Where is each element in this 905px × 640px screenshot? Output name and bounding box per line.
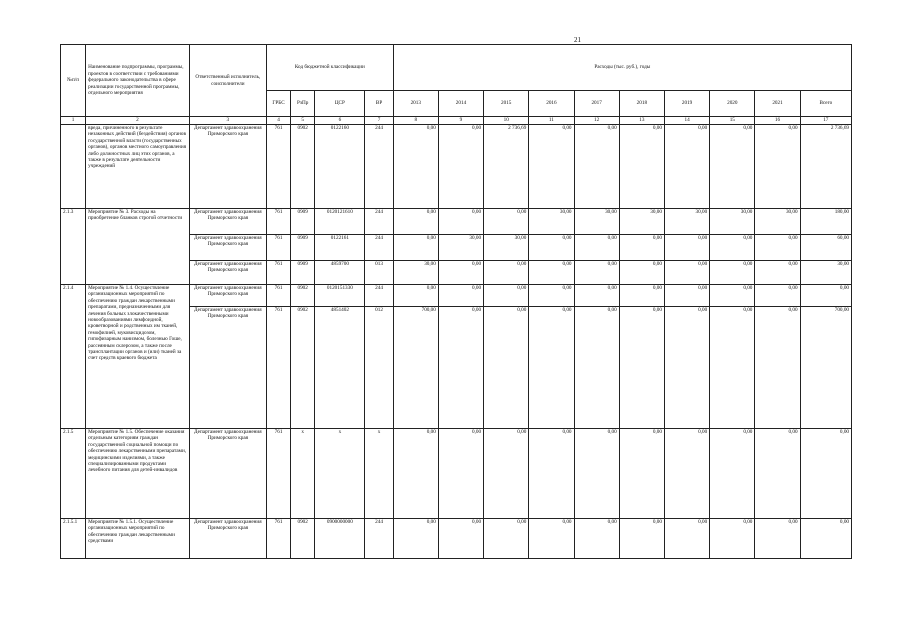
value-cell: 0,00 <box>664 307 709 429</box>
value-cell: 700,00 <box>393 307 438 429</box>
csr-cell: 0120121610 <box>315 209 365 235</box>
responsible-cell: Департамент здравоохранения Приморского края <box>189 285 266 307</box>
csr-cell: 4851402 <box>315 307 365 429</box>
csr-cell: 4859700 <box>315 261 365 285</box>
header-year-3: 2016 <box>529 91 574 117</box>
value-cell: 0,00 <box>529 125 574 209</box>
table-row <box>61 519 852 559</box>
page-number: 21 <box>574 36 581 44</box>
rzpr-cell: 0902 <box>291 285 315 307</box>
value-cell: 0,00 <box>710 261 755 285</box>
responsible-cell: Департамент здравоохранения Приморского края <box>189 235 266 261</box>
value-cell: 0,00 <box>484 307 529 429</box>
value-cell: 30,00 <box>484 235 529 261</box>
vr-cell: 244 <box>365 519 393 559</box>
row-name: вреда, причиненного в результате незаконных действий (бездействия) органов государственной власти (государственных органов), органов местного самоуправления либо должностных лиц этих органов, а также в результате деятельности учреждений <box>86 125 190 209</box>
row-name: Мероприятие № 1.4. Осуществление организационных мероприятий по обеспечению граждан лекарственными препаратами, предназначенными для лечения больных злокачественными новообразованиями лимфоидной, кроветворной и родственных им тканей, гемофилией, муковисцидозом, гипофизарным нанизмом, болезнью Гоше, рассеянным склерозом, а также после трансплантации органов и (или) тканей за счет средств краевого бюджета <box>86 285 190 429</box>
value-cell: 0,00 <box>755 261 800 285</box>
vr-cell: 012 <box>365 307 393 429</box>
header-year-1: 2014 <box>438 91 483 117</box>
value-cell: 0,00 <box>529 519 574 559</box>
column-number-row <box>61 117 852 125</box>
header-num: №п/п <box>61 45 86 117</box>
rzpr-cell: 0909 <box>291 235 315 261</box>
header-year-7: 2020 <box>710 91 755 117</box>
vr-cell: 013 <box>365 261 393 285</box>
grbs-cell: 761 <box>267 125 291 209</box>
value-cell: 0,00 <box>574 261 619 285</box>
value-cell: 0,00 <box>619 125 664 209</box>
value-cell: 30,00 <box>438 235 483 261</box>
value-cell: 0,00 <box>710 125 755 209</box>
responsible-cell: Департамент здравоохранения Приморского края <box>189 125 266 209</box>
vr-cell: 244 <box>365 125 393 209</box>
responsible-cell: Департамент здравоохранения Приморского края <box>189 429 266 519</box>
value-cell: 30,00 <box>529 209 574 235</box>
rzpr-cell: 0909 <box>291 261 315 285</box>
header-kbk: Код бюджетной классификации <box>267 45 394 91</box>
rzpr-cell: 0902 <box>291 125 315 209</box>
value-cell: 0,00 <box>438 519 483 559</box>
total-cell: 30,00 <box>800 261 851 285</box>
row-name: Мероприятие № 1.5.1. Осуществление организационных мероприятий по обеспечению граждан лекарственными средствами <box>86 519 190 559</box>
value-cell: 0,00 <box>710 519 755 559</box>
header-kbk-2: ЦСР <box>315 91 365 117</box>
grbs-cell: 761 <box>267 519 291 559</box>
value-cell: 30,00 <box>755 209 800 235</box>
value-cell: 0,00 <box>393 209 438 235</box>
value-cell: 0,00 <box>529 261 574 285</box>
responsible-cell: Департамент здравоохранения Приморского края <box>189 519 266 559</box>
grbs-cell: 761 <box>267 235 291 261</box>
rzpr-cell: 0909 <box>291 209 315 235</box>
column-number: 2 <box>86 117 190 125</box>
value-cell: 0,00 <box>529 235 574 261</box>
row-number <box>61 125 86 209</box>
value-cell: 0,00 <box>438 307 483 429</box>
value-cell: 0,00 <box>755 307 800 429</box>
value-cell: 0,00 <box>438 209 483 235</box>
csr-cell: x <box>315 429 365 519</box>
value-cell: 0,00 <box>484 261 529 285</box>
grbs-cell: 761 <box>267 209 291 235</box>
value-cell: 0,00 <box>393 429 438 519</box>
total-cell: 60,00 <box>800 235 851 261</box>
column-number: 9 <box>438 117 483 125</box>
total-cell: 700,00 <box>800 307 851 429</box>
vr-cell: 244 <box>365 235 393 261</box>
rzpr-cell: x <box>291 429 315 519</box>
row-number: 2.1.5.1 <box>61 519 86 559</box>
csr-cell: 0122161 <box>315 235 365 261</box>
value-cell: 0,00 <box>664 235 709 261</box>
value-cell: 0,00 <box>393 519 438 559</box>
grbs-cell: 761 <box>267 307 291 429</box>
grbs-cell: 761 <box>267 285 291 307</box>
table-row <box>61 125 852 209</box>
table-row <box>61 209 852 235</box>
total-cell: 0,00 <box>800 519 851 559</box>
vr-cell: 244 <box>365 285 393 307</box>
value-cell: 0,00 <box>438 285 483 307</box>
value-cell: 0,00 <box>710 285 755 307</box>
grbs-cell: 761 <box>267 429 291 519</box>
value-cell: 0,00 <box>619 307 664 429</box>
value-cell: 0,00 <box>710 429 755 519</box>
column-number: 17 <box>800 117 851 125</box>
table-body <box>61 117 852 559</box>
value-cell: 0,00 <box>574 235 619 261</box>
column-number: 14 <box>664 117 709 125</box>
vr-cell: x <box>365 429 393 519</box>
header-year-2: 2015 <box>484 91 529 117</box>
column-number: 1 <box>61 117 86 125</box>
column-number: 11 <box>529 117 574 125</box>
header-responsible: Ответственный исполнитель, соисполнители <box>189 45 266 117</box>
value-cell: 30,00 <box>619 209 664 235</box>
value-cell: 0,00 <box>484 285 529 307</box>
column-number: 8 <box>393 117 438 125</box>
value-cell: 0,00 <box>619 519 664 559</box>
header-year-0: 2013 <box>393 91 438 117</box>
row-number: 2.1.3 <box>61 209 86 285</box>
responsible-cell: Департамент здравоохранения Приморского края <box>189 209 266 235</box>
row-name: Мероприятие № 1.5. Обеспечение оказания отдельным категориям граждан государственной социальной помощи по обеспечению лекарственными препаратами, медицинскими изделиями, а также специализированными продуктами лечебного питания для детей-инвалидов <box>86 429 190 519</box>
value-cell: 30,00 <box>664 209 709 235</box>
row-number: 2.1.4 <box>61 285 86 429</box>
value-cell: 0,00 <box>664 261 709 285</box>
value-cell: 0,00 <box>574 285 619 307</box>
header-year-4: 2017 <box>574 91 619 117</box>
value-cell: 0,00 <box>438 429 483 519</box>
table-row <box>61 429 852 519</box>
value-cell: 0,00 <box>484 429 529 519</box>
value-cell: 0,00 <box>755 285 800 307</box>
value-cell: 2 736,69 <box>484 125 529 209</box>
total-cell: 2 736,69 <box>800 125 851 209</box>
column-number: 12 <box>574 117 619 125</box>
column-number: 6 <box>315 117 365 125</box>
value-cell: 0,00 <box>393 125 438 209</box>
value-cell: 0,00 <box>438 261 483 285</box>
rzpr-cell: 0902 <box>291 519 315 559</box>
column-number: 5 <box>291 117 315 125</box>
value-cell: 0,00 <box>574 125 619 209</box>
value-cell: 0,00 <box>574 519 619 559</box>
total-cell: 0,00 <box>800 429 851 519</box>
value-cell: 30,00 <box>393 261 438 285</box>
value-cell: 0,00 <box>393 285 438 307</box>
value-cell: 0,00 <box>438 125 483 209</box>
csr-cell: 0120151330 <box>315 285 365 307</box>
column-number: 15 <box>710 117 755 125</box>
value-cell: 0,00 <box>755 519 800 559</box>
header-name: Наименование подпрограммы, программы, проектов в соответствии с требованиями федерального законодательства в сфере реализации государственной программы, отдельного мероприятия <box>86 45 190 117</box>
column-number: 10 <box>484 117 529 125</box>
value-cell: 0,00 <box>529 429 574 519</box>
table-row <box>61 285 852 307</box>
column-number: 13 <box>619 117 664 125</box>
column-number: 7 <box>365 117 393 125</box>
value-cell: 0,00 <box>755 429 800 519</box>
column-number: 3 <box>189 117 266 125</box>
header-year-9: Всего <box>800 91 851 117</box>
value-cell: 0,00 <box>574 429 619 519</box>
rzpr-cell: 0902 <box>291 307 315 429</box>
value-cell: 0,00 <box>710 307 755 429</box>
value-cell: 0,00 <box>529 285 574 307</box>
value-cell: 0,00 <box>664 429 709 519</box>
budget-table <box>60 44 852 559</box>
csr-cell: 0900000000 <box>315 519 365 559</box>
value-cell: 0,00 <box>574 307 619 429</box>
value-cell: 0,00 <box>619 261 664 285</box>
value-cell: 0,00 <box>619 235 664 261</box>
header-year-8: 2021 <box>755 91 800 117</box>
value-cell: 0,00 <box>393 235 438 261</box>
header-expenses: Расходы (тыс. руб.), годы <box>393 45 851 91</box>
total-cell: 0,00 <box>800 285 851 307</box>
csr-cell: 0122160 <box>315 125 365 209</box>
value-cell: 0,00 <box>755 125 800 209</box>
column-number: 4 <box>267 117 291 125</box>
value-cell: 30,00 <box>574 209 619 235</box>
header-kbk-0: ГРБС <box>267 91 291 117</box>
responsible-cell: Департамент здравоохранения Приморского края <box>189 307 266 429</box>
header-kbk-1: РзПр <box>291 91 315 117</box>
value-cell: 30,00 <box>710 209 755 235</box>
value-cell: 0,00 <box>619 429 664 519</box>
value-cell: 0,00 <box>664 519 709 559</box>
value-cell: 0,00 <box>664 285 709 307</box>
value-cell: 0,00 <box>484 209 529 235</box>
total-cell: 180,00 <box>800 209 851 235</box>
vr-cell: 244 <box>365 209 393 235</box>
column-number: 16 <box>755 117 800 125</box>
value-cell: 0,00 <box>710 235 755 261</box>
header-year-6: 2019 <box>664 91 709 117</box>
header-year-5: 2018 <box>619 91 664 117</box>
value-cell: 0,00 <box>619 285 664 307</box>
row-number: 2.1.5 <box>61 429 86 519</box>
responsible-cell: Департамент здравоохранения Приморского края <box>189 261 266 285</box>
value-cell: 0,00 <box>664 125 709 209</box>
header-kbk-3: ВР <box>365 91 393 117</box>
grbs-cell: 761 <box>267 261 291 285</box>
value-cell: 0,00 <box>755 235 800 261</box>
value-cell: 0,00 <box>484 519 529 559</box>
value-cell: 0,00 <box>529 307 574 429</box>
row-name: Мероприятие № 3. Расходы на приобретение бланков строгой отчетности <box>86 209 190 285</box>
